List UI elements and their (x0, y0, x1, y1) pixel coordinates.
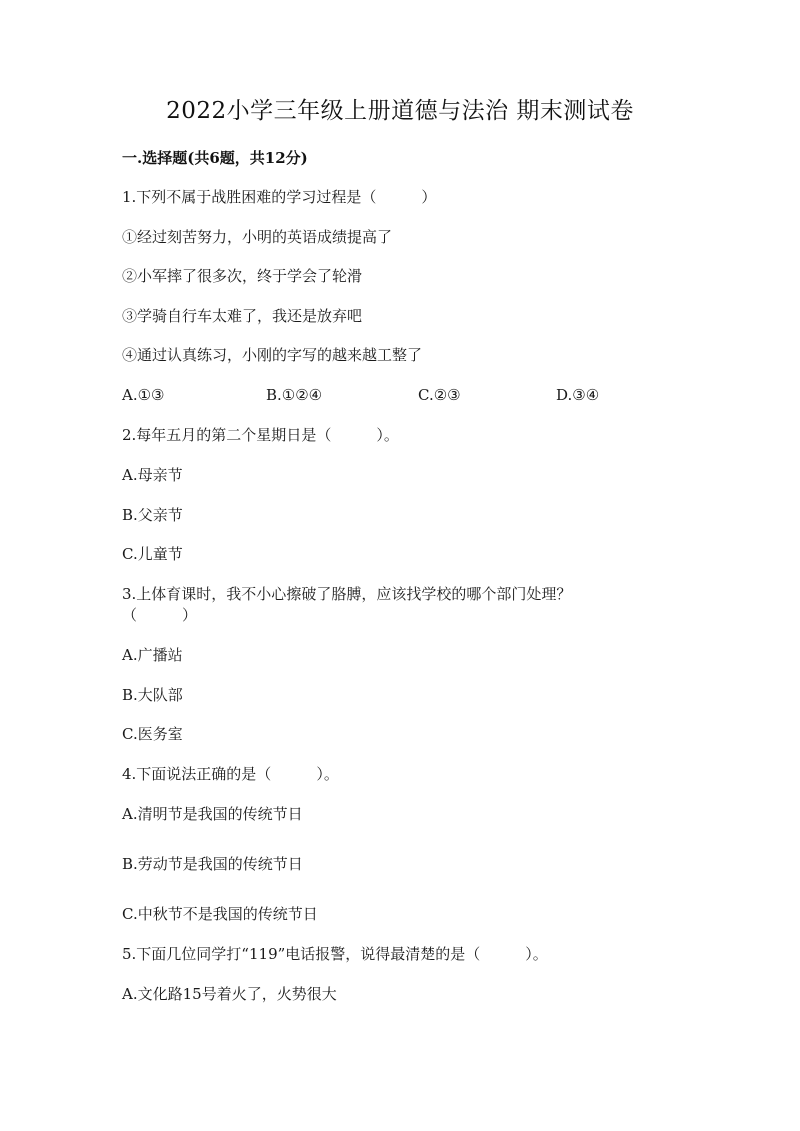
question-1-option-d[interactable]: D.③④ (556, 386, 600, 404)
question-2-option-c[interactable]: C.儿童节 (122, 545, 183, 563)
question-1-statement-4: ④通过认真练习，小刚的字写的越来越工整了 (122, 346, 423, 364)
question-4-option-c[interactable]: C.中秋节不是我国的传统节日 (122, 905, 318, 923)
question-2-stem: 2.每年五月的第二个星期日是（ ）。 (122, 426, 399, 444)
page-title: 2022小学三年级上册道德与法治 期末测试卷 (166, 98, 634, 124)
question-5-stem: 5.下面几位同学打“119”电话报警，说得最清楚的是（ ）。 (122, 945, 548, 963)
question-3-option-b[interactable]: B.大队部 (122, 686, 183, 704)
question-1-option-a[interactable]: A.①③ (122, 386, 165, 404)
question-1-statement-2: ②小军摔了很多次，终于学会了轮滑 (122, 267, 363, 285)
question-3-stem: 3.上体育课时，我不小心擦破了胳膊，应该找学校的哪个部门处理？ (122, 585, 572, 603)
question-1-option-c[interactable]: C.②③ (418, 386, 461, 404)
question-1-stem: 1.下列不属于战胜困难的学习过程是（ ） (122, 188, 437, 206)
question-1-option-b[interactable]: B.①②④ (266, 386, 323, 404)
question-3-option-a[interactable]: A.广播站 (122, 646, 183, 664)
question-2-option-b[interactable]: B.父亲节 (122, 506, 183, 524)
question-3-stem-continued: （ ） (122, 606, 198, 624)
question-4-stem: 4.下面说法正确的是（ ）。 (122, 765, 339, 783)
question-4-option-a[interactable]: A.清明节是我国的传统节日 (122, 805, 303, 823)
question-5-option-a[interactable]: A.文化路15号着火了，火势很大 (122, 985, 337, 1003)
question-4-option-b[interactable]: B.劳动节是我国的传统节日 (122, 855, 303, 873)
question-1-statement-1: ①经过刻苦努力，小明的英语成绩提高了 (122, 228, 393, 246)
question-1-statement-3: ③学骑自行车太难了，我还是放弃吧 (122, 307, 363, 325)
section-heading: 一.选择题(共6题，共12分) (122, 149, 308, 167)
question-2-option-a[interactable]: A.母亲节 (122, 466, 183, 484)
question-3-option-c[interactable]: C.医务室 (122, 725, 183, 743)
